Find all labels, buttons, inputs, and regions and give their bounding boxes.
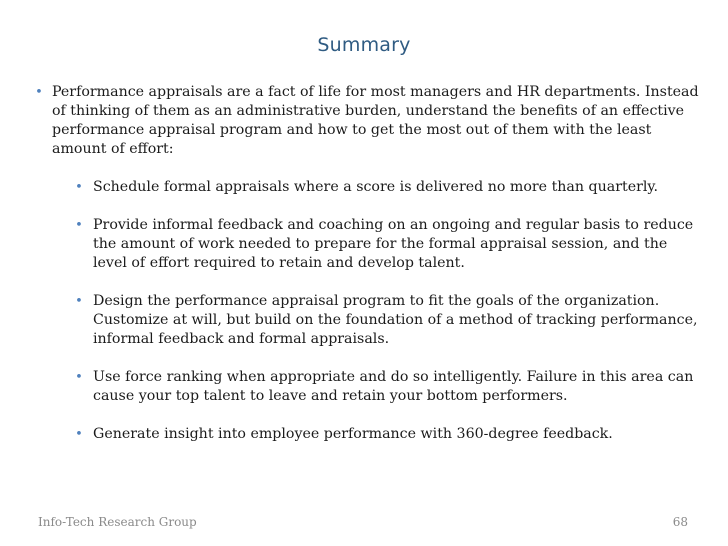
sub-bullet-text: Schedule formal appraisals where a score is delivered no more than quarterly. [93,179,659,195]
sub-bullet-text: Provide informal feedback and coaching on an ongoing and regular basis to reduce the amount of work needed to prepare for the formal appraisal session, and the level of effort required to retain and develop talent. [93,217,694,271]
bullet-icon: • [75,294,83,309]
sub-bullet-text: Use force ranking when appropriate and do so intelligently. Failure in this area can cause your top talent to leave and retain your bottom performers. [93,369,694,404]
sub-bullet-item [72,178,702,197]
bullet-icon: • [75,218,83,233]
bullet-icon: • [75,180,83,195]
sub-bullet-item [72,216,702,273]
slide-title: Summary [317,34,411,56]
intro-text: Performance appraisals are a fact of life for most managers and HR departments. Instead of thinking of them as an administrative burden, understand the benefits of an effective performance appraisal program and how to get the most out of them with the least amount of effort: [52,84,699,157]
sub-bullet-list [32,178,702,444]
sub-bullet-text: Design the performance appraisal program to fit the goals of the organization. Customize at will, but build on the foundation of a method of tracking performance, informal feedback and formal appraisals. [93,293,698,347]
sub-bullet-item [72,292,702,349]
sub-bullet-item [72,425,702,444]
page-number: 68 [672,515,688,529]
sub-bullet-text: Generate insight into employee performance with 360-degree feedback. [93,426,613,442]
bullet-icon: • [35,85,43,100]
intro-bullet-item [32,83,702,159]
sub-bullet-item [72,368,702,406]
bullet-icon: • [75,370,83,385]
slide-body [32,83,702,463]
footer-organization: Info-Tech Research Group [38,515,197,529]
bullet-icon: • [75,427,83,442]
